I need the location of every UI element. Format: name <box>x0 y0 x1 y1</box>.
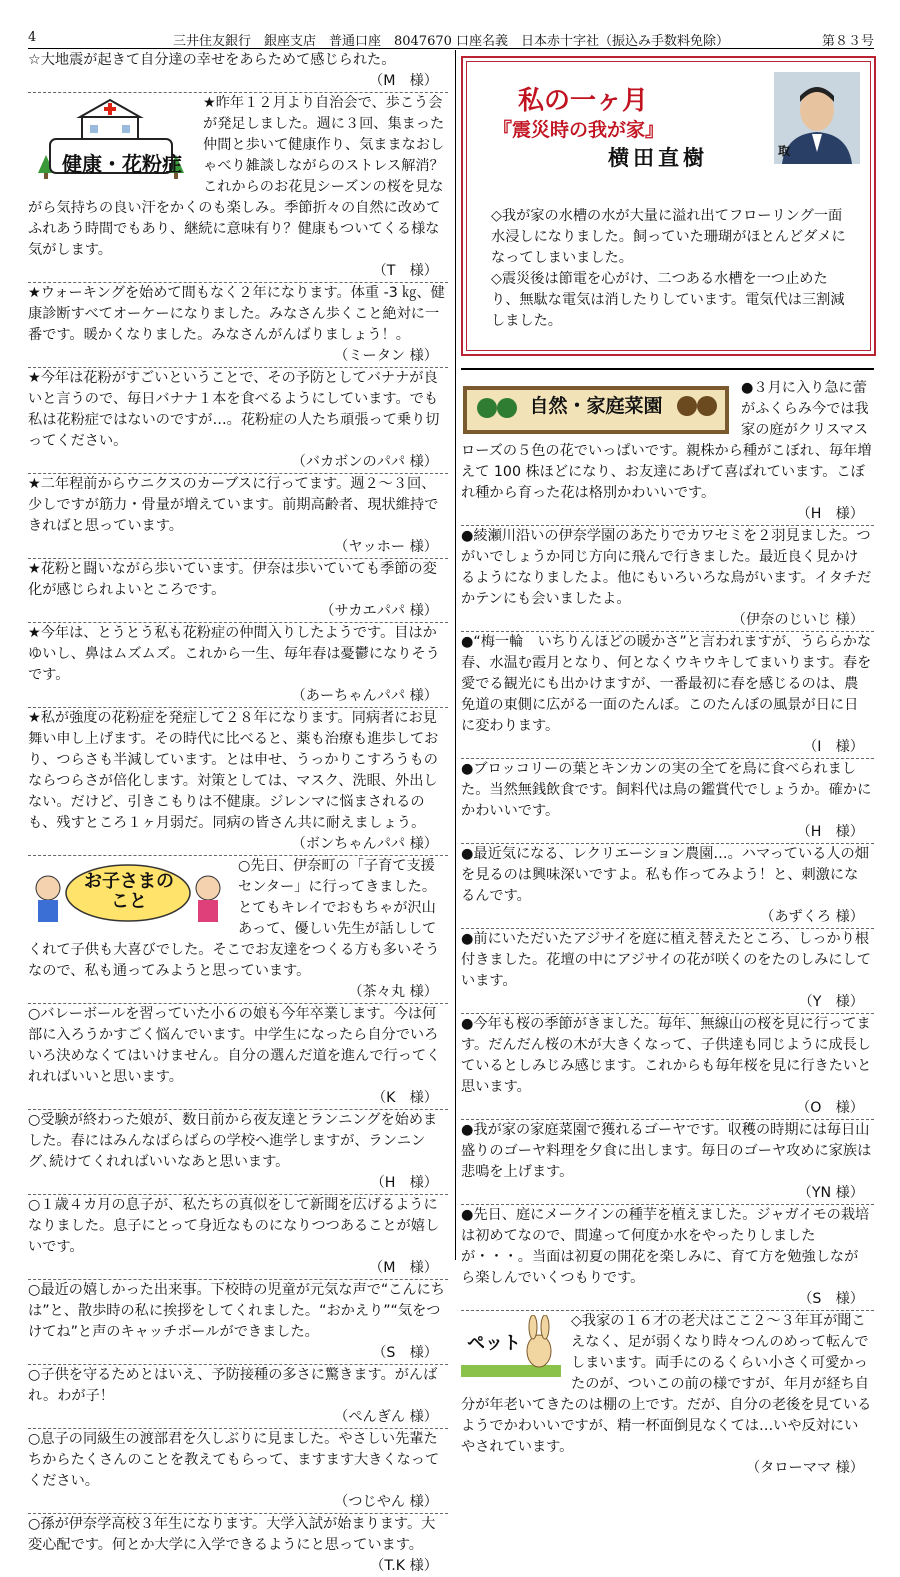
bank-info: 三井住友銀行 銀座支店 普通口座 8047670 口座名義 日本赤十字社（振込み手数料免除） <box>172 34 730 49</box>
entry-author: （T 様） <box>372 263 438 279</box>
entry-author: （伊奈のじいじ 様） <box>731 612 864 628</box>
entry-text: ☆大地震が起きて自分達の幸せをあらためて感じられた。 <box>28 52 396 68</box>
header-divider <box>28 48 874 49</box>
entry-text: ○子供を守るためとはいえ、予防接種の多さに驚きます。がんばれ。わが子！ <box>28 1367 438 1404</box>
pet-entry-1 <box>461 1311 874 1479</box>
health-entry-4 <box>28 474 448 559</box>
entry-author: （茶々丸 様） <box>348 984 438 1000</box>
entry-text: ●今年も桜の季節がきました。毎年、無線山の桜を見に行ってます。だんだん桜の木が大きくなって、子供達も同じように成長しているとしみじみ感じます。これからも毎年桜を見に行きたいと思います。 <box>461 1016 872 1095</box>
nature-entry-3 <box>461 632 874 759</box>
feature-item: ◇我が家の水槽の水が大量に溢れ出てフローリング一面水浸しになりました。飼っていた珊瑚がほとんどダメになってしまいました。 <box>491 208 846 266</box>
entry-text: ○先日、伊奈町の「子育て支援センター」に行ってきました。とてもキレイでおもちゃが沢山あって、優しい先生が話ししてくれて子供も大喜びでした。そこでお友達をつくる方も多いそうなので、私も通ってみようと思っています。 <box>28 858 440 979</box>
health-banner <box>28 95 193 190</box>
entry-text: ●我が家の家庭菜園で獲れるゴーヤです。収穫の時期には毎日山盛りのゴーヤ料理を夕食に出します。毎日のゴーヤ攻めに家族は悲鳴を上げます。 <box>461 1122 872 1180</box>
entry-author: （ミータン 様） <box>334 348 438 364</box>
kids-entry-4 <box>28 1195 448 1280</box>
entry-text: ●最近気になる、レクリエーション農園…。ハマっている人の畑を見るのは興味深いですよ。私も作ってみよう！と、刺激になるんです。 <box>461 846 869 904</box>
kids-entry-5 <box>28 1280 448 1365</box>
health-entry-5 <box>28 559 448 623</box>
entry-text: ●３月に入り急に蕾がふくらみ今では我家の庭がクリスマスローズの５色の花でいっぱいです。親株から種がこぼれ、毎年増えて 100 株ほどになり、お友達にあげて喜ばれています。こぼれ種から育った花は格別かわいいです。 <box>461 380 872 501</box>
health-entry-1 <box>28 93 448 283</box>
entry-text: ●前にいただいたアジサイを庭に植え替えたところ、しっかり根付きました。花壇の中にアジサイの花が咲くのをたのしみにしています。 <box>461 931 871 989</box>
nature-entry-2 <box>461 526 874 632</box>
author-photo <box>774 72 860 164</box>
entry-text: ★私が強度の花粉症を発症して２８年になります。同病者にお見舞い申し上げます。その時代に比べると、薬も治療も進歩しており、つらさも半減しています。とは申せ、うっかりこすろうものならつらさが倍化します。対策としては、マスク、洗眼、外出しない。だけど、引きこもりは不健康。ジレンマに悩まされるのも、残すところ１ヶ月弱だ。同病の皆さん共に耐えましょう。 <box>28 710 439 831</box>
entry-author: （あずくろ 様） <box>760 909 864 925</box>
page-number: 4 <box>28 30 37 45</box>
nature-entry-1 <box>461 378 874 526</box>
nature-entry-8 <box>461 1120 874 1205</box>
section-divider <box>461 368 874 370</box>
kids-entry-2 <box>28 1004 448 1110</box>
entry-text: ★花粉と闘いながら歩いています。伊奈は歩いていても季節の変化が感じられよいところです。 <box>28 561 437 598</box>
entry-author: （K 様） <box>371 1090 438 1106</box>
health-entry-2 <box>28 283 448 368</box>
nature-entry-7 <box>461 1014 874 1120</box>
entry-author: （ヤッホー 様） <box>334 539 438 555</box>
entry-text: ★ウォーキングを始めて間もなく２年になります。体重 -3 ㎏、健康診断すべてオーケーになりました。みなさん歩くこと絶対に一番です。暖かくなりました。みなさんがんばりましょう！。 <box>28 285 445 343</box>
entry-author: （H 様） <box>796 506 864 522</box>
entry-author: （ぺんぎん 様） <box>334 1409 438 1425</box>
entry-text: ●綾瀬川沿いの伊奈学園のあたりでカワセミを２羽見ました。つがいでしょうか同じ方向に飛んで行きました。最近良く見かけるようになりましたよ。他にもいろいろな鳥がいます。イタチだかテンにも会いましたよ。 <box>461 528 872 607</box>
entry-author: （タローママ 様） <box>745 1460 864 1476</box>
entry-author: （S 様） <box>798 1291 864 1307</box>
feature-box <box>461 56 876 356</box>
feature-subtitle: 『震災時の我が家』 <box>493 119 665 141</box>
health-entry-6 <box>28 623 448 708</box>
kids-banner <box>28 858 228 928</box>
entry-text: ★今年は花粉がすごいということで、その予防としてバナナが良いと言うので、毎日バナナ１本を食べるようにしています。でも私は花粉症ではないのですが…。花粉症の人たち頑張って乗り切ってください。 <box>28 370 440 449</box>
feature-title: 私の一ヶ月 <box>518 86 649 116</box>
entry-text: ●“梅一輪 いちりんほどの暖かさ”と言われますが、うららかな春、水温む霞月となり、何となくウキウキしてまいります。春を愛でる観光にも出かけますが、一番最初に春を感じるのは、農免道の東側に広がる一面のたんぼ。このたんぼの風景が日に日に変わります。 <box>461 634 872 734</box>
nature-entry-9 <box>461 1205 874 1311</box>
entry-author: （H 様） <box>796 824 864 840</box>
pet-section-title: ペット <box>467 1333 521 1354</box>
kids-entry-6 <box>28 1365 448 1429</box>
kids-entry-8 <box>28 1514 448 1577</box>
left-column <box>28 50 448 1577</box>
entry-author: （サカエパパ 様） <box>320 603 438 619</box>
entry-author: （M 様） <box>369 1260 438 1276</box>
issue-number: 第８３号 <box>821 34 874 49</box>
entry-author: （Y 様） <box>798 994 864 1010</box>
right-column <box>461 378 874 1479</box>
entry-text: ★今年は、とうとう私も花粉症の仲間入りしたようです。目はかゆいし、鼻はムズムズ。これから一生、毎年春は憂鬱になりそうです。 <box>28 625 440 683</box>
nature-banner <box>461 380 731 436</box>
feature-author-name: 横田直樹 <box>608 146 708 170</box>
entry-text: ●ブロッコリーの葉とキンカンの実の全てを鳥に食べられました。当然無銭飲食です。飼料代は鳥の鑑賞代でしょうか。確かにかわいいです。 <box>461 761 872 819</box>
entry-text: ★二年程前からウニクスのカーブスに行ってます。週２～３回、少しですが筋力・骨量が増えています。前期高齢者、現状維持できればと思っています。 <box>28 476 439 534</box>
health-entry-3 <box>28 368 448 474</box>
entry-author: （ボンちゃんパパ 様） <box>291 836 438 852</box>
nature-section-title: 自然・家庭菜園 <box>529 395 663 417</box>
health-entry-7 <box>28 708 448 856</box>
entry-author: （H 様） <box>370 1175 438 1191</box>
entry-author: （M 様） <box>369 73 438 89</box>
nature-entry-4 <box>461 759 874 844</box>
health-section-title: 健康・花粉症 <box>62 152 182 176</box>
entry-author: （I 様） <box>803 739 864 755</box>
kids-entry-7 <box>28 1429 448 1514</box>
entry-text: ◇我家の１６才の老犬はここ２～３年耳が聞こえなく、足が弱くなり時々つんのめって転んでしまいます。両手にのるくらい小さく可愛かったのが、ついこの前の様ですが、年月が経ち自分が年老いてきたのは棚の上です。だが、自分の老後を見ているようでかわいいですが、精一杯面倒見なくては…いや反対にいやされています。 <box>461 1313 872 1455</box>
entry-author: （つじやん 様） <box>334 1494 438 1510</box>
entry-text: ○１歳４カ月の息子が、私たちの真似をして新聞を広げるようになりました。息子にとって身近なものになりつつあることが嬉しいです。 <box>28 1197 440 1255</box>
entry-author: （あーちゃんパパ 様） <box>291 688 438 704</box>
entry-author: （O 様） <box>796 1100 864 1116</box>
entry-author: （T.K 様） <box>370 1558 438 1574</box>
entry-author: （S 様） <box>372 1345 438 1361</box>
photo-caption: 取 <box>778 144 791 158</box>
entry-text: ●先日、庭にメークインの種芋を植えました。ジャガイモの栽培は初めてなので、間違って何度か水をやったりしましたが・・・。当面は初夏の開花を楽しみに、育て方を勉強しながら楽しんでいくつもりです。 <box>461 1207 870 1286</box>
entry-text: ○バレーボールを習っていた小６の娘も今年卒業します。今は何部に入ろうかすごく悩んでいます。中学生になったら自分でいろいろ決めなくてはいけません。自分の選んだ道を進んで行ってくれればいいと思います。 <box>28 1006 441 1085</box>
page-header <box>28 30 874 50</box>
intro-entry <box>28 50 448 93</box>
kids-entry-3 <box>28 1110 448 1195</box>
entry-text: ★昨年１２月より自治会で、歩こう会が発足しました。週に３回、集まった仲間と歩いて健康作り、気ままなおしゃべり雑談しながらのストレス解消？これからのお花見シーズンの桜を見ながら気持ちの良い汗をかくのも楽しみ。季節折々の自然に改めてふれあう時間でもあり、継続に意味有り？健康もついてくる様な気がします。 <box>28 95 445 258</box>
entry-author: （YN 様） <box>797 1185 864 1201</box>
entry-text: ○受験が終わった娘が、数日前から夜友達とランニングを始めました。春にはみんなばらばらの学校へ進学しますが、ランニング､続けてくれればいいなあと思います。 <box>28 1112 438 1170</box>
feature-item: ◇震災後は節電を心がけ、二つある水槽を一つ止めたり、無駄な電気は消したりしています。電気代は三割減しました。 <box>491 271 845 329</box>
nature-entry-5 <box>461 844 874 929</box>
entry-text: ○息子の同級生の渡部君を久しぶりに見ました。やさしい先輩たちからたくさんのことを教えてもらって、ますます大きくなってください。 <box>28 1431 440 1489</box>
column-divider <box>455 50 456 1260</box>
nature-entry-6 <box>461 929 874 1014</box>
entry-text: ○最近の嬉しかった出来事。下校時の児童が元気な声で“こんにちは”と、散歩時の私に挨拶をしてくれました。“おかえり”“気をつけてね”と声のキャッチボールができました。 <box>28 1282 445 1340</box>
entry-text: ○孫が伊奈学高校３年生になります。大学入試が始まります。大変心配です。何とか大学に入学できるようにと思っています。 <box>28 1516 436 1553</box>
kids-entry-1 <box>28 856 448 1004</box>
pet-banner <box>461 1315 561 1377</box>
kids-section-title: お子さまのこと <box>84 871 174 912</box>
feature-items <box>491 206 851 332</box>
entry-author: （バカボンのパパ 様） <box>291 454 438 470</box>
